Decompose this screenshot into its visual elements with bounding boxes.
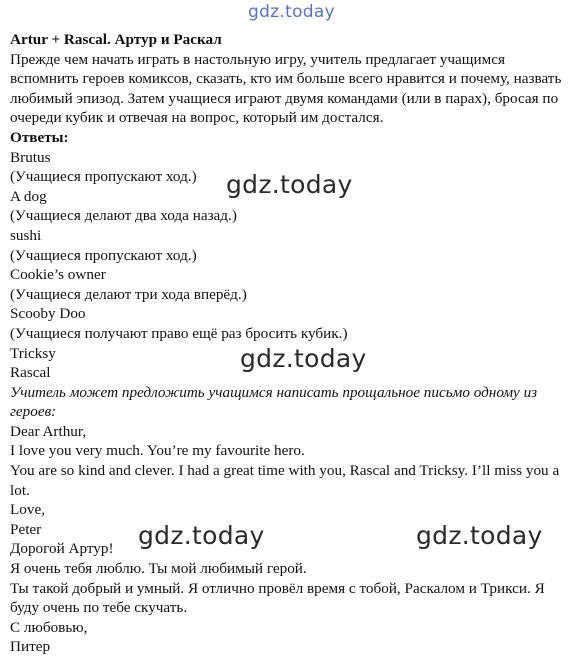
answer-item: (Учащиеся пропускают ход.) [10,246,197,264]
answer-item: (Учащиеся пропускают ход.) [10,168,197,186]
letter-ru-line1: Я очень тебя люблю. Ты мой любимый герой. [10,560,307,578]
answer-item: (Учащиеся делают три хода вперёд.) [10,285,247,303]
answers-heading: Ответы: [10,128,69,146]
watermark-mid1: gdz.today [226,170,353,199]
answer-item: A dog [10,187,47,205]
watermark-bottom-right: gdz.today [416,521,543,550]
letter-ru-greeting: Дорогой Артур! [10,540,114,558]
answer-item: Tricksy [10,344,56,362]
answer-item: Rascal [10,364,51,382]
intro-paragraph: Прежде чем начать играть в настольную игру, учитель предлагает учащимся вспомнить героев комиксов, сказать, кто им больше всего нравится и почему, назвать любимый эпизод. Затем учащиеся играют двумя командами (или в парах), бросая по очереди кубик и отвечая на вопрос, который им достался. [10,50,562,127]
letter-en-line2: You are so kind and clever. I had a great time with you, Rascal and Tricksy. I’ll miss you a lot. [10,462,560,499]
letter-ru-line2: Ты такой добрый и умный. Я отлично провёл время с тобой, Раскалом и Трикси. Я буду очень по тебе скучать. [10,579,545,617]
watermark-mid2: gdz.today [240,344,367,373]
letter-en-greeting: Dear Arthur, [10,422,87,440]
answer-item: Scooby Doo [10,305,86,323]
watermark-bottom-left: gdz.today [138,521,265,550]
teacher-note: Учитель может предложить учащимся написать прощальное письмо одному из героев: [10,383,538,421]
letter-en-closing: Love, [10,501,46,519]
answer-item: (Учащиеся получают право ещё раз бросить кубик.) [10,324,348,342]
document-title: Artur + Rascal. Артур и Раскал [10,31,222,48]
letter-en-signature: Peter [10,520,42,538]
answer-item: sushi [10,226,42,244]
letter-en-line1: I love you very much. You’re my favourite hero. [10,442,305,460]
answer-item: Cookie’s owner [10,266,106,284]
answer-item: (Учащиеся делают два хода назад.) [10,207,237,225]
answer-item: Brutus [10,148,51,166]
letter-ru-signature: Питер [10,638,51,656]
letter-ru-closing: С любовью, [10,618,88,636]
watermark-top: gdz.today [248,2,335,22]
